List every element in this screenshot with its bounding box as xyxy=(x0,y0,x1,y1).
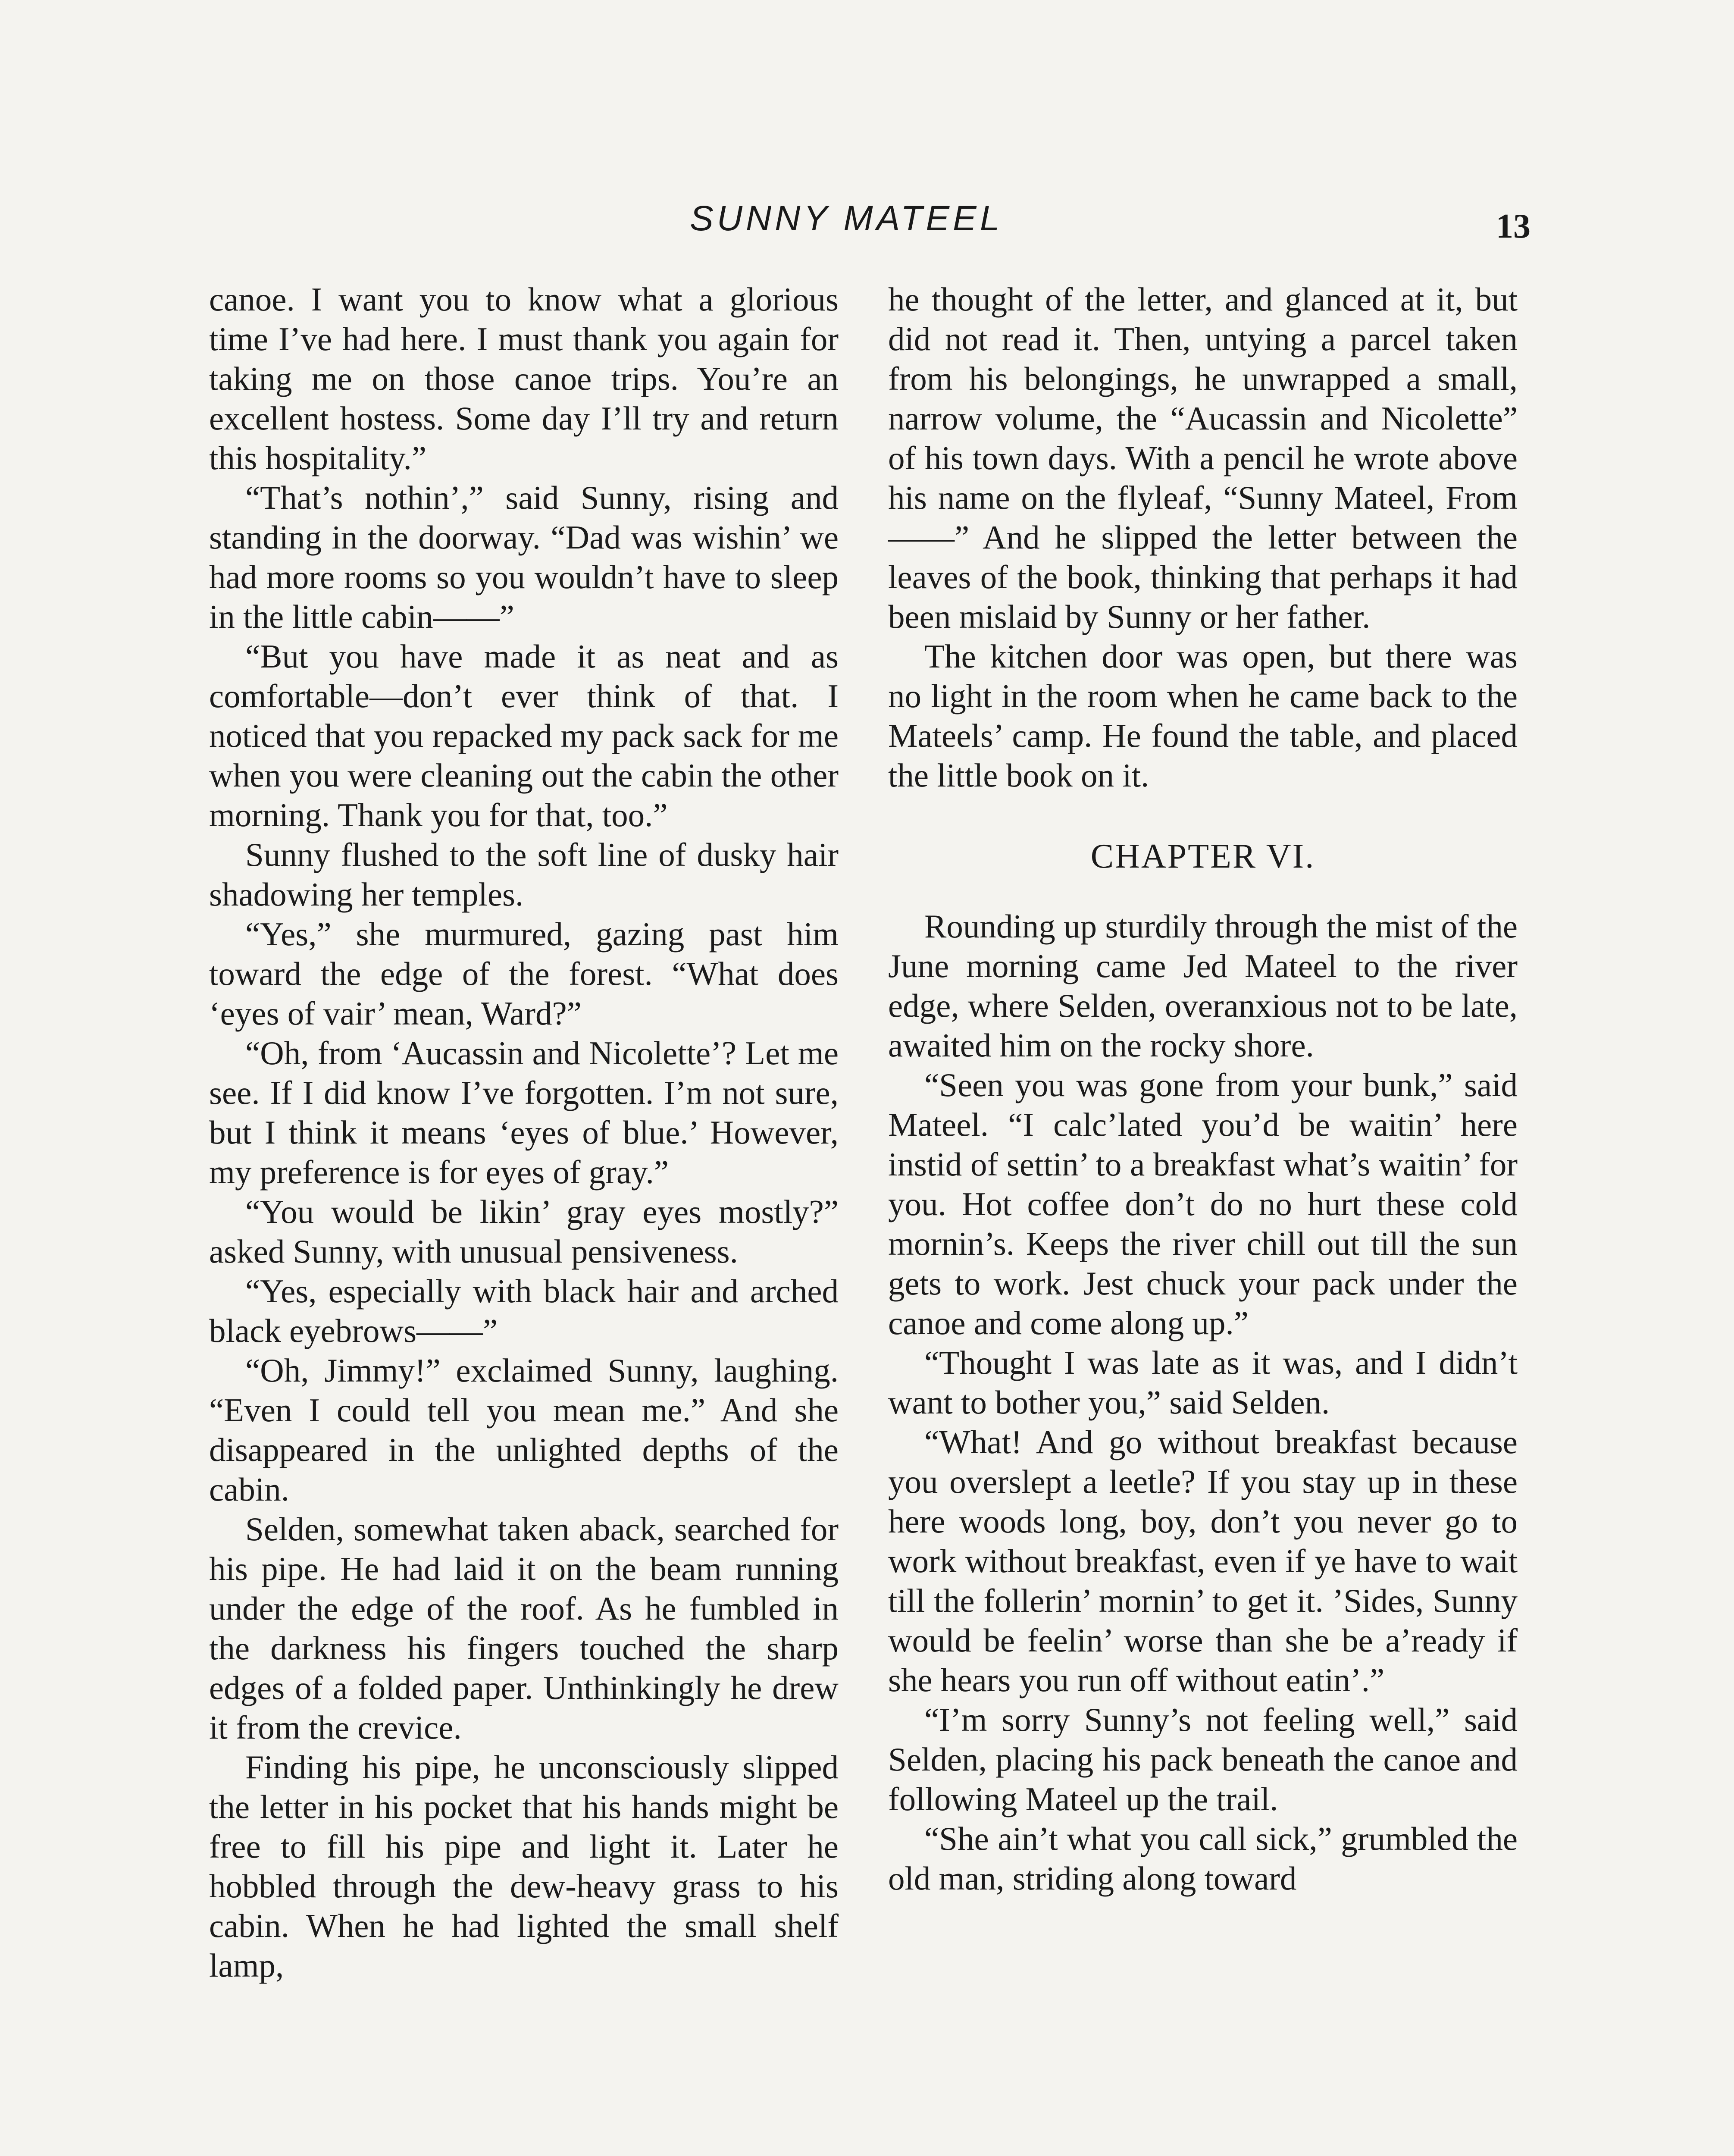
paragraph: “Oh, from ‘Aucassin and Nicolette’? Let me see. If I did know I’ve forgotten. I’m not sure, but I think it means ‘eyes of blue.’ However, my preference is for eyes of gray.” xyxy=(209,1034,839,1191)
paragraph: Rounding up sturdily through the mist of the June morning came Jed Mateel to the river edge, where Selden, overanxious not to be late, awaited him on the rocky shore. xyxy=(888,908,1518,1064)
paragraph: canoe. I want you to know what a glorious time I’ve had here. I must thank you again for taking me on those canoe trips. You’re an excellent hostess. Some day I’ll try and return this hospitality.” xyxy=(209,281,839,476)
left-column xyxy=(209,279,839,1985)
paragraph: “You would be likin’ gray eyes mostly?” asked Sunny, with unusual pensiveness. xyxy=(209,1193,839,1270)
right-column xyxy=(888,279,1518,1898)
running-title: SUNNY MATEEL xyxy=(690,199,1003,238)
paragraph: Selden, somewhat taken aback, searched for his pipe. He had laid it on the beam running under the edge of the roof. As he fumbled in the darkness his fingers touched the sharp edges of a folded paper. Unthinkingly he drew it from the crevice. xyxy=(209,1510,839,1746)
paragraph: “Oh, Jimmy!” exclaimed Sunny, laughing. “Even I could tell you mean me.” And she disappeared in the unlighted depths of the cabin. xyxy=(209,1352,839,1508)
paragraph: “She ain’t what you call sick,” grumbled the old man, striding along toward xyxy=(888,1820,1518,1897)
paragraph: Finding his pipe, he unconsciously slipped the letter in his pocket that his hands might be free to fill his pipe and light it. Later he hobbled through the dew-heavy grass to his cabin. When he had lighted the small shelf lamp, xyxy=(209,1749,839,1984)
paragraph: “Thought I was late as it was, and I didn’t want to bother you,” said Selden. xyxy=(888,1344,1518,1421)
paragraph: Sunny flushed to the soft line of dusky hair shadowing her temples. xyxy=(209,836,839,913)
paragraph: “Yes, especially with black hair and arched black eyebrows——” xyxy=(209,1272,839,1349)
paragraph: “That’s nothin’,” said Sunny, rising and standing in the doorway. “Dad was wishin’ we had more rooms so you wouldn’t have to sleep in the little cabin——” xyxy=(209,479,839,635)
paragraph: “Seen you was gone from your bunk,” said Mateel. “I calc’lated you’d be waitin’ here instid of settin’ to a breakfast what’s waitin’ for you. Hot coffee don’t do no hurt these cold mornin’s. Keeps the river chill out till the sun gets to work. Jest chuck your pack under the canoe and come along up.” xyxy=(888,1066,1518,1341)
paragraph: “What! And go without breakfast because you overslept a leetle? If you stay up in these here woods long, boy, don’t you never go to work without breakfast, even if ye have to wait till the follerin’ mornin’ to get it. ’Sides, Sunny would be feelin’ worse than she be a’ready if she hears you run off without eatin’.” xyxy=(888,1423,1518,1698)
paragraph: he thought of the letter, and glanced at it, but did not read it. Then, untying a parcel taken from his belongings, he unwrapped a small, narrow volume, the “Aucassin and Nicolette” of his town days. With a pencil he wrote above his name on the flyleaf, “Sunny Mateel, From——” And he slipped the letter between the leaves of the book, thinking that perhaps it had been mislaid by Sunny or her father. xyxy=(888,281,1518,635)
page-number: 13 xyxy=(1496,207,1531,245)
chapter-heading: CHAPTER VI. xyxy=(1090,837,1315,875)
paragraph: “I’m sorry Sunny’s not feeling well,” said Selden, placing his pack beneath the canoe and following Mateel up the trail. xyxy=(888,1701,1518,1818)
paragraph: “Yes,” she murmured, gazing past him toward the edge of the forest. “What does ‘eyes of vair’ mean, Ward?” xyxy=(209,915,839,1032)
paragraph: “But you have made it as neat and as comfortable—don’t ever think of that. I noticed that you repacked my pack sack for me when you were cleaning out the cabin the other morning. Thank you for that, too.” xyxy=(209,638,839,834)
paragraph: The kitchen door was open, but there was no light in the room when he came back to the Mateels’ camp. He found the table, and placed the little book on it. xyxy=(888,638,1518,794)
